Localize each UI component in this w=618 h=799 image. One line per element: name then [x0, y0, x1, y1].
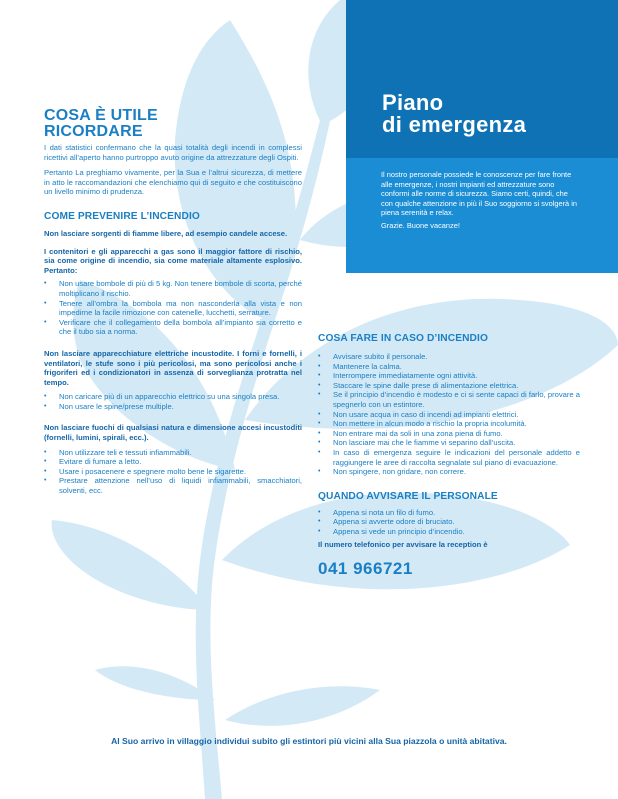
useful-title-line1: COSA È UTILE: [44, 107, 158, 124]
fire-actions-list: [318, 352, 580, 477]
list-item: • Staccare le spine dalle prese di alimentazione elettrica.: [318, 381, 580, 391]
rule-open-flames: Non lasciare sorgenti di fiamme libere, ad esempio candele accese.: [44, 228, 288, 238]
list-item: • Appena si avverte odore di bruciato.: [318, 517, 580, 527]
useful-title: [44, 108, 302, 140]
list-item: • Usare i posacenere e spegnere molto bene le sigarette.: [44, 467, 302, 477]
banner-title: [382, 92, 526, 136]
fire-section-title: COSA FARE IN CASO D’INCENDIO: [318, 333, 488, 344]
rule-gas-devices: I contenitori e gli apparecchi a gas sono il maggior fattore di rischio, sia come origine di incendio, sia come materiale altamente esplosivo. Pertanto:: [44, 246, 302, 275]
banner-closing: Grazie. Buone vacanze!: [381, 220, 460, 230]
list-item: • Non entrare mai da soli in una zona piena di fumo.: [318, 429, 580, 439]
list-item: • Appena si vede un principio d’incendio.: [318, 527, 580, 537]
list-item: • In caso di emergenza seguire le indicazioni del personale addetto e raggiungere le aree di raccolta segnalate sul piano di evacuazione.: [318, 448, 580, 467]
fire-prevention-list: [44, 448, 302, 496]
list-item: • Evitare di fumare a letto.: [44, 457, 302, 467]
gas-list: [44, 279, 302, 337]
list-item: • Appena si nota un filo di fumo.: [318, 508, 580, 518]
list-item: • Prestare attenzione nell’uso di liquidi infiammabili, smacchiatori, solventi, ecc.: [44, 476, 302, 495]
notify-list: [318, 508, 580, 537]
banner-body: [381, 170, 581, 231]
list-item: • Non utilizzare teli e tessuti infiammabili.: [44, 448, 302, 458]
list-item: • Non mettere in alcun modo a rischio la propria incolumità.: [318, 419, 580, 429]
banner-title-line2: di emergenza: [382, 112, 527, 137]
electric-list: [44, 392, 302, 411]
footer-note: Al Suo arrivo in villaggio individui subito gli estintori più vicini alla Sua piazzola o unità abitativa.: [111, 736, 507, 746]
banner-paragraph: Il nostro personale possiede le conoscenze per fare fronte alle emergenze, i nostri impianti ed attrezzature sono conformi alle norme di sicurezza. Siamo certi, quindi, che con qualche attenzione in più il Suo soggiorno si svolgerà in piena serenità e relax.: [381, 170, 577, 218]
list-item: • Non spingere, non gridare, non correre.: [318, 467, 580, 477]
right-column: [318, 333, 580, 579]
list-item: • Non usare acqua in caso di incendi ad impianti elettrici.: [318, 410, 580, 420]
notify-section-title: QUANDO AVVISARE IL PERSONALE: [318, 490, 498, 502]
list-item: • Non caricare più di un apparecchio elettrico su una singola presa.: [44, 392, 302, 402]
list-item: • Verificare che il collegamento della bombola all’impianto sia corretto e che il tubo sia a norma.: [44, 318, 302, 337]
emergency-plan-banner: [346, 0, 618, 273]
intro-paragraph-1: I dati statistici confermano che la quasi totalità degli incendi in complessi ricettivi all’aperto hanno purtroppo avuto origine da attrezzature degli Ospiti.: [44, 143, 302, 162]
reception-phone-number[interactable]: 041 966721: [318, 559, 413, 579]
list-item: • Non usare le spine/prese multiple.: [44, 402, 302, 412]
banner-title-line1: Piano: [382, 90, 444, 115]
useful-title-line2: RICORDARE: [44, 123, 143, 140]
list-item: • Interrompere immediatamente ogni attività.: [318, 371, 580, 381]
rule-fires: Non lasciare fuochi di qualsiasi natura e dimensione accesi incustoditi (fornelli, lumini, spirali, ecc.).: [44, 423, 302, 443]
list-item: • Se il principio d’incendio è modesto e ci si sente capaci di farlo, provare a spegnerlo con un estintore.: [318, 390, 580, 409]
list-item: • Non lasciare mai che le fiamme vi separino dall’uscita.: [318, 438, 580, 448]
list-item: • Non usare bombole di più di 5 kg. Non tenere bombole di scorta, perché moltiplicano il rischio.: [44, 279, 302, 298]
list-item: • Mantenere la calma.: [318, 362, 580, 372]
list-item: • Tenere all’ombra la bombola ma non nasconderla alla vista e non impedirne la facile rimozione con catenelle, lucchetti, serrature.: [44, 299, 302, 318]
phone-label: Il numero telefonico per avvisare la reception è: [318, 539, 488, 549]
list-item: • Avvisare subito il personale.: [318, 352, 580, 362]
rule-electric: Non lasciare apparecchiature elettriche incustodite. I forni e fornelli, i ventilatori, le stufe sono i più pericolosi, ma sono pericolosi anche i frigoriferi ed i condizionatori in assenza di sorveglianza protratta nel tempo.: [44, 348, 302, 387]
left-column: [44, 108, 302, 496]
prevent-section-title: COME PREVENIRE L’INCENDIO: [44, 210, 200, 222]
intro-paragraph-2: Pertanto La preghiamo vivamente, per la Sua e l’altrui sicurezza, di mettere in atto le raccomandazioni che elenchiamo qui di seguito e che costituiscono un livello minimo di prudenza.: [44, 168, 302, 197]
